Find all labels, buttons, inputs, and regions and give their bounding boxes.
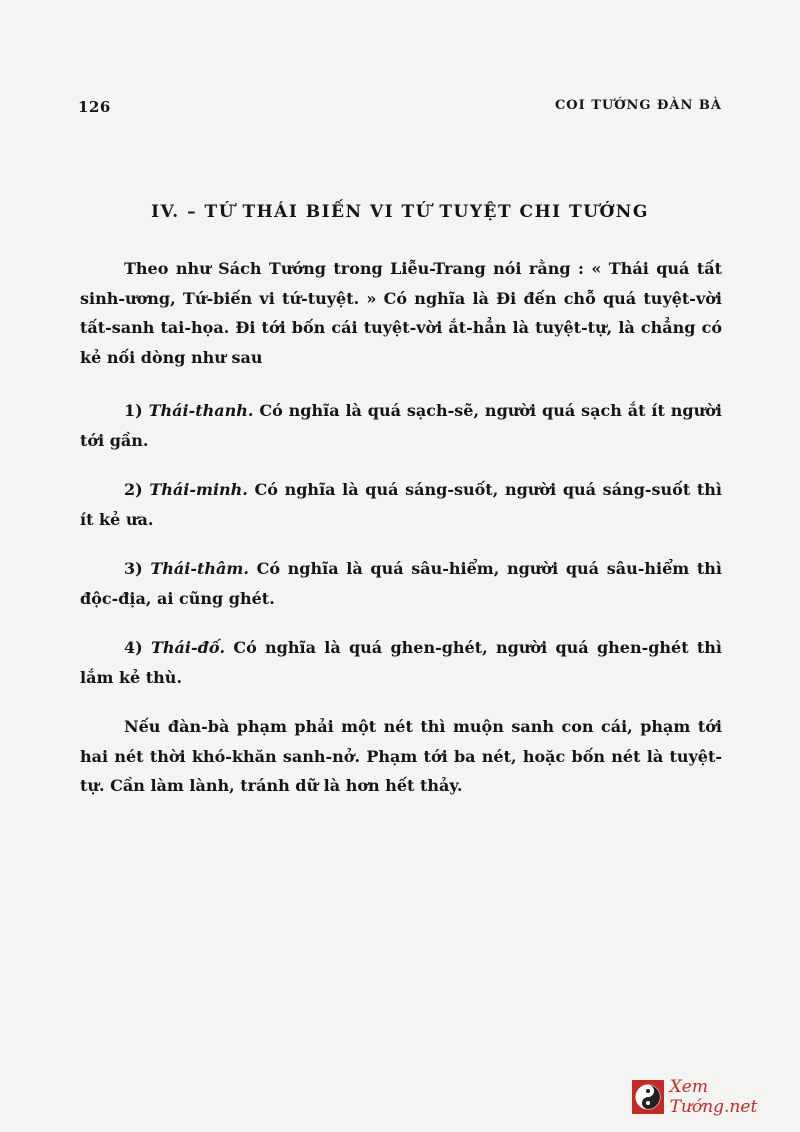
item-text: Có nghĩa là quá ghen-ghét, người quá ghen-ghét thì lắm kẻ thù. xyxy=(80,638,722,687)
item-term: Thái-thanh. xyxy=(148,401,254,420)
item-number: 3) xyxy=(124,559,143,578)
running-title: COI TƯỚNG ĐÀN BÀ xyxy=(554,98,722,113)
list-item xyxy=(80,475,722,534)
intro-paragraph: Theo như Sách Tướng trong Liễu-Trang nói rằng : « Thái quá tất sinh-ương, Tứ-biến vi tứ-tuyệt. » Có nghĩa là Đi đến chỗ quá tuyệt-vời tất-sanh tai-họa. Đi tới bốn cái tuyệt-vời ắt-hẳn là tuyệt-tự, là chẳng có kẻ nối dòng như sau xyxy=(80,259,722,367)
item-number: 2) xyxy=(124,480,143,499)
item-text: Có nghĩa là quá sâu-hiểm, người quá sâu-hiểm thì độc-địa, ai cũng ghét. xyxy=(80,559,722,608)
list-item xyxy=(80,633,722,692)
list-item xyxy=(80,396,722,455)
item-term: Thái-thâm. xyxy=(150,559,249,578)
section-title: IV. – TỨ THÁI BIẾN VI TỨ TUYỆT CHI TƯỚNG xyxy=(151,202,649,222)
body-text xyxy=(80,254,722,819)
logo-box xyxy=(632,1080,664,1114)
item-text: Có nghĩa là quá sáng-suốt, người quá sáng-suốt thì ít kẻ ưa. xyxy=(80,480,722,529)
page-number: 126 xyxy=(78,98,111,116)
yin-yang-icon xyxy=(635,1084,661,1110)
list-item xyxy=(80,554,722,613)
item-text: Có nghĩa là quá sạch-sẽ, người quá sạch ắt ít người tới gần. xyxy=(80,401,722,450)
site-watermark[interactable] xyxy=(632,1079,792,1115)
item-term: Thái-đố. xyxy=(151,638,226,657)
page-header xyxy=(78,98,722,122)
watermark-text: Xem Tướng.net xyxy=(669,1077,758,1117)
item-term: Thái-minh. xyxy=(149,480,248,499)
item-number: 1) xyxy=(124,401,143,420)
conclusion-paragraph: Nếu đàn-bà phạm phải một nét thì muộn sanh con cái, phạm tới hai nét thời khó-khăn sanh-nở. Phạm tới ba nét, hoặc bốn nét là tuyệt-tự. Cần làm lành, tránh dữ là hơn hết thảy. xyxy=(80,717,722,795)
item-number: 4) xyxy=(124,638,143,657)
